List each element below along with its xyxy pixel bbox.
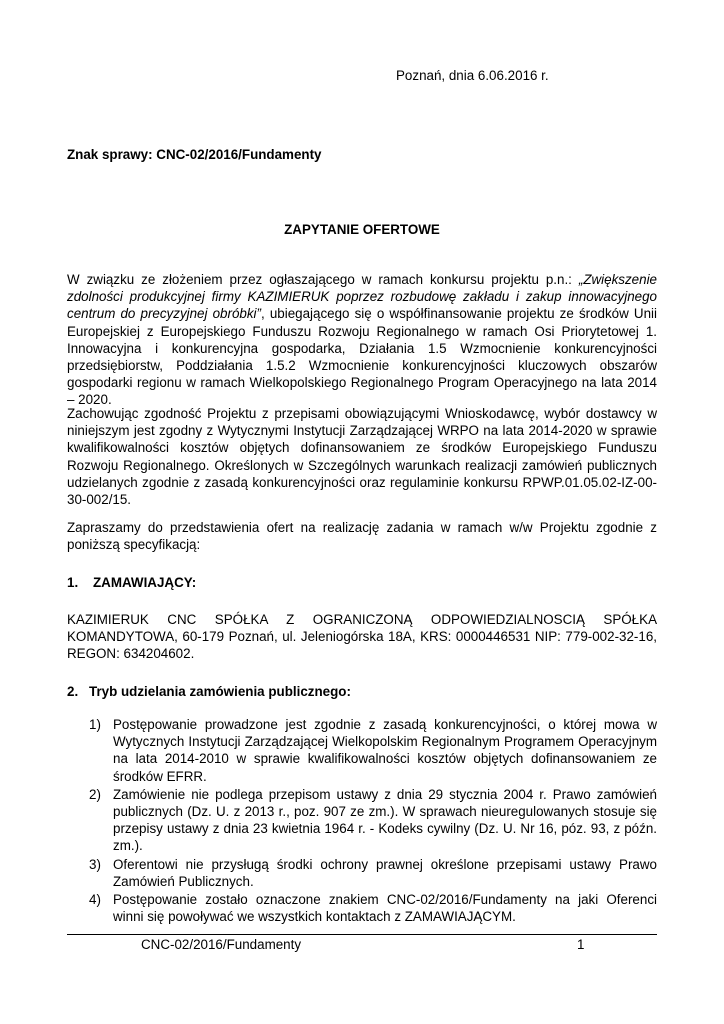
- page-number: 1: [577, 937, 585, 952]
- list-item: [89, 786, 657, 855]
- section-2-number: 2.: [67, 684, 79, 699]
- case-reference: Znak sprawy: CNC-02/2016/Fundamenty: [67, 147, 322, 162]
- date-line: Poznań, dnia 6.06.2016 r.: [396, 68, 549, 83]
- list-item: [89, 716, 657, 785]
- footer-divider: [67, 934, 657, 935]
- intro-text-end: , ubiegającego się o współfinansowanie projektu ze środków Unii Europejskiej z Europejskiego Funduszu Rozwoju Regionalnego w ramach Osi Priorytetowej 1. Innowacyjna i konkurencyjna gospodarka, Działania 1.5 Wzmocnienie konkurencyjności przedsiębiorstw, Poddziałania 1.5.2 Wzmocnienie konkurencyjności kluczowych obszarów gospodarki regionu w ramach Wielkopolskiego Regionalnego Program Operacyjnego na lata 2014 – 2020.: [67, 306, 657, 408]
- procedure-list: [89, 716, 657, 926]
- intro-paragraph-1: [67, 271, 657, 409]
- list-item-number: 2): [89, 786, 101, 802]
- list-item: [89, 856, 657, 890]
- list-item: [89, 891, 657, 925]
- project-title: „Zwiększenie zdolności produkcyjnej firmy KAZIMIERUK poprzez rozbudowę zakładu i zakup innowacyjnego centrum do precyzyjnej obróbki”: [67, 272, 657, 322]
- intro-paragraph-2: Zachowując zgodność Projektu z przepisami obowiązującymi Wnioskodawcę, wybór dostawcy w niniejszym jest zgodny z Wytycznymi Instytucji Zarządzającej WRPO na lata 2014-2020 w sprawie kwalifikowalności kosztów objętych dofinansowaniem ze środków Europejskiego Funduszu Rozwoju Regionalnego. Określonych w Szczególnych warunkach realizacji zamówień publicznych udzielanych zgodnie z zasadą konkurencyjności oraz regulaminie konkursu RPWP.01.05.02-IZ-00-30-002/15.: [67, 406, 657, 508]
- list-item-text: Postępowanie prowadzone jest zgodnie z zasadą konkurencyjności, o której mowa w Wytycznych Instytucji Zarządzającej Wielkopolskim Regionalnym Programem Operacyjnym na lata 2014-2010 w sprawie kwalifikowalności kosztów objętych dofinansowaniem ze środków EFRR.: [113, 717, 657, 784]
- section-2-title: Tryb udzielania zamówienia publicznego:: [89, 684, 351, 699]
- section-1-title: ZAMAWIAJĄCY:: [93, 575, 197, 590]
- list-item-number: 1): [89, 717, 101, 732]
- intro-paragraph-3: Zapraszamy do przedstawienia ofert na realizację zadania w ramach w/w Projektu zgodnie z poniższą specyfikacją:: [67, 520, 657, 553]
- footer-reference: CNC-02/2016/Fundamenty: [141, 937, 302, 952]
- list-item-number: 4): [89, 892, 101, 908]
- list-item-text: Oferentowi nie przysługą środki ochrony prawnej określone przepisami ustawy Prawo Zamówień Publicznych.: [113, 856, 657, 889]
- list-item-text: Zamówienie nie podlega przepisom ustawy z dnia 29 stycznia 2004 r. Prawo zamówień publicznych (Dz. U. z 2013 r., poz. 907 ze zm.). W sprawach nieuregulowanych stosuje się przepisy ustawy z dnia 23 kwietnia 1964 r. - Kodeks cywilny (Dz. U. Nr 16, póz. 93, z późn. zm.).: [113, 786, 657, 854]
- section-1-body: KAZIMIERUK CNC SPÓŁKA Z OGRANICZONĄ ODPOWIEDZIALNOSCIĄ SPÓŁKA KOMANDYTOWA, 60-179 Poznań, ul. Jeleniogórska 18A, KRS: 0000446531 NIP: 779-002-32-16, REGON: 634204602.: [67, 612, 657, 662]
- section-2-heading: [67, 683, 351, 700]
- section-1-number: 1.: [67, 575, 79, 590]
- intro-text-start: W związku ze złożeniem przez ogłaszającego w ramach konkursu projektu p.n.:: [67, 272, 579, 287]
- list-item-number: 3): [89, 856, 101, 872]
- section-1-heading: [67, 574, 196, 591]
- document-title: ZAPYTANIE OFERTOWE: [284, 222, 440, 237]
- list-item-text: Postępowanie zostało oznaczone znakiem CNC-02/2016/Fundamenty na jaki Oferenci winni się powoływać we wszystkich kontaktach z ZAMAWIAJĄCYM.: [113, 892, 657, 925]
